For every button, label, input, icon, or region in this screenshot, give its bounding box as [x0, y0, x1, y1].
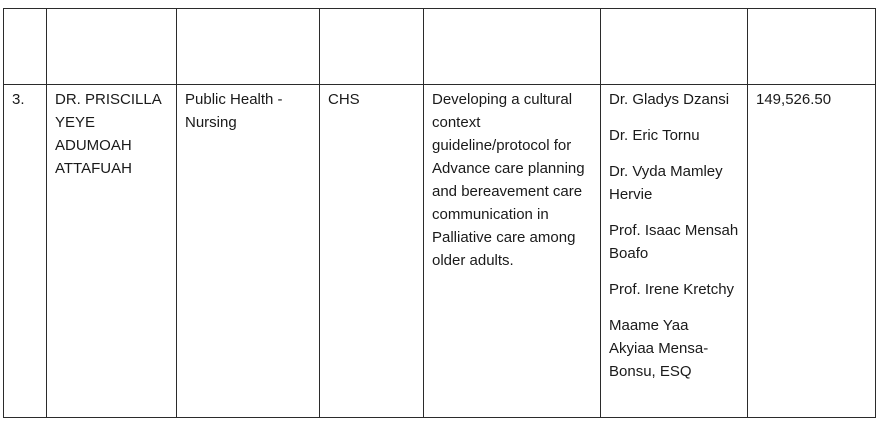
empty-cell-amount [748, 9, 876, 85]
team-members-cell [601, 85, 748, 418]
team-members [601, 85, 747, 383]
investigator-name-cell [47, 85, 177, 418]
grant-table [3, 8, 876, 418]
empty-table-row [4, 9, 876, 85]
college: CHS [328, 91, 360, 108]
department: Public Health - Nursing [185, 91, 283, 131]
empty-cell-team [601, 9, 748, 85]
amount-cell [748, 85, 876, 418]
row-number-cell [4, 85, 47, 418]
department-cell [177, 85, 320, 418]
empty-cell-number [4, 9, 47, 85]
investigator-name: DR. PRISCILLA YEYE ADUMOAH ATTAFUAH [55, 91, 161, 177]
project-title-cell [424, 85, 601, 418]
amount: 149,526.50 [756, 91, 832, 108]
row-number: 3. [12, 91, 25, 108]
team-member: Prof. Isaac Mensah Boafo [609, 222, 739, 262]
empty-cell-department [177, 9, 320, 85]
empty-cell-name [47, 9, 177, 85]
team-member: Prof. Irene Kretchy [609, 281, 735, 298]
empty-cell-title [424, 9, 601, 85]
team-member: Dr. Gladys Dzansi [609, 91, 730, 108]
project-title: Developing a cultural context guideline/protocol for Advance care planning and bereavement care communication in Palliative care among older adults. [432, 91, 585, 269]
empty-cell-college [320, 9, 424, 85]
team-member: Dr. Eric Tornu [609, 127, 700, 144]
team-member: Maame Yaa Akyiaa Mensa-Bonsu, ESQ [609, 317, 709, 380]
college-cell [320, 85, 424, 418]
team-member: Dr. Vyda Mamley Hervie [609, 163, 723, 203]
table-row [4, 85, 876, 418]
